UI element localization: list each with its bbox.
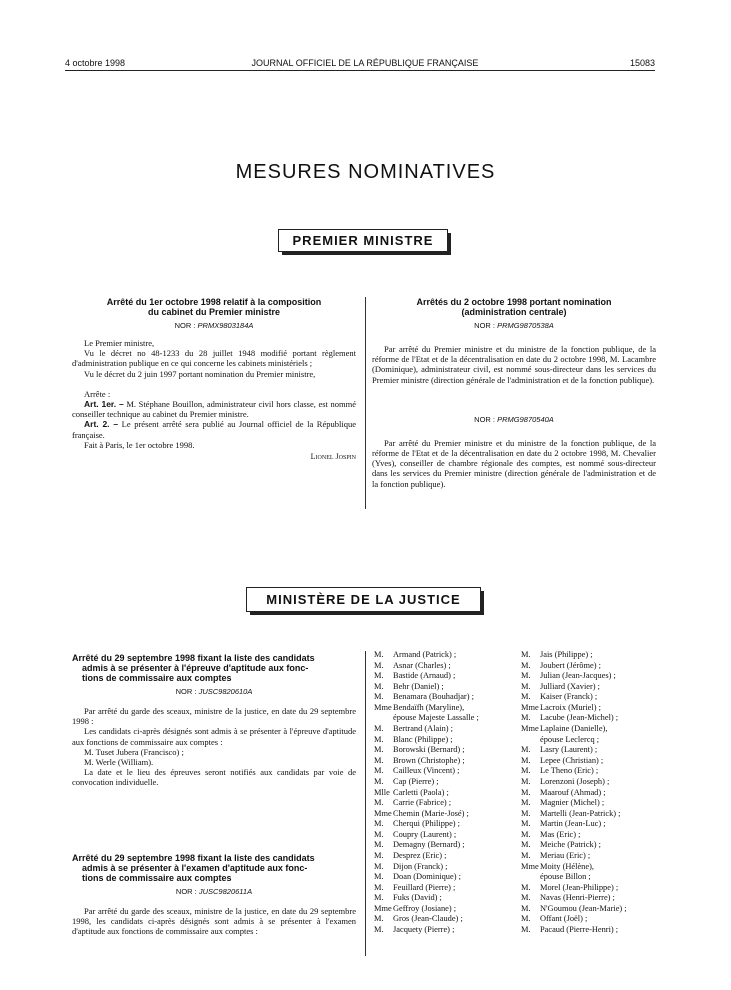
candidate-name: Cap (Pierre) ; [393, 776, 439, 786]
nor-reference [72, 687, 356, 696]
article-title-line: tions de commissaire aux comptes [82, 673, 232, 683]
page-title: MESURES NOMINATIVES [235, 161, 496, 183]
candidate-entry [521, 893, 661, 904]
candidate-name: Joubert (Jérôme) ; [540, 660, 601, 670]
candidate-name: Navas (Henri-Pierre) ; [540, 893, 615, 903]
article-examen-aptitude [72, 853, 356, 937]
candidate-name: Geffroy (Josiane) ; [393, 903, 457, 913]
civility: M. [521, 787, 531, 797]
civility: M. [374, 776, 384, 786]
section-heading-ministere-justice [246, 587, 481, 612]
article-title-line: Arrêté du 29 septembre 1998 fixant la liste des candidats [72, 853, 315, 863]
candidate-name: épouse Leclercq ; [540, 734, 600, 744]
candidate-entry [374, 925, 514, 936]
civility: M. [374, 829, 384, 839]
paragraph: Par arrêté du Premier ministre et du ministre de la fonction publique, de la réforme de l'Etat et de la décentralisation en date du 2 octobre 1998, M. Lacambre (Dominique), administrateur civil, est nommé sous-directeur dans les services du Premier ministre (direction générale de l'administration et de la fonction publique). [372, 344, 656, 385]
article-title-line: Arrêtés du 2 octobre 1998 portant nomination [416, 297, 612, 307]
civility: M. [521, 681, 531, 691]
candidate-name: Laplaine (Danielle), [540, 724, 608, 734]
candidate-name: Desprez (Eric) ; [393, 850, 447, 860]
candidate-entry [521, 703, 661, 714]
column-divider [365, 297, 366, 509]
candidate-entry [374, 830, 514, 841]
civility: Mme [521, 702, 539, 712]
candidate-entry [521, 840, 661, 851]
civility: Mme [521, 724, 539, 734]
civility: M. [374, 872, 384, 882]
candidates-list-col-b [521, 650, 661, 936]
civility: M. [374, 681, 384, 691]
paragraph: Le Premier ministre, [84, 338, 155, 348]
candidate-entry [374, 650, 514, 661]
section-heading-text: PREMIER MINISTRE [292, 233, 434, 248]
civility: Mlle [374, 787, 390, 797]
civility: M. [374, 819, 384, 829]
candidate-entry [374, 893, 514, 904]
candidate-entry [374, 766, 514, 777]
candidate-name: Kaiser (Franck) ; [540, 692, 598, 702]
candidate-entry [374, 777, 514, 788]
nor-reference [372, 321, 656, 330]
paragraph: La date et le lieu des épreuves seront notifiés aux candidats par voie de convocation individuelle. [72, 767, 356, 788]
signature: Lionel Jospin [310, 452, 356, 462]
candidate-entry [374, 809, 514, 820]
civility: M. [521, 798, 531, 808]
candidate-name: Feuillard (Pierre) ; [393, 882, 456, 892]
candidate-entry [521, 682, 661, 693]
civility: M. [374, 692, 384, 702]
candidate-name: Morel (Jean-Philippe) ; [540, 882, 619, 892]
civility: M. [374, 798, 384, 808]
civility: M. [374, 893, 384, 903]
candidate-name: Moity (Hélène), [540, 861, 594, 871]
civility: Mme [374, 808, 392, 818]
candidate-name: épouse Billon ; [540, 872, 591, 882]
article-title [372, 297, 656, 317]
candidate-entry [374, 692, 514, 703]
candidate-name: Martin (Jean-Luc) ; [540, 819, 606, 829]
fait-a-paris: Fait à Paris, le 1er octobre 1998. [84, 439, 195, 450]
candidate-entry [521, 925, 661, 936]
civility: M. [374, 914, 384, 924]
civility: M. [521, 766, 531, 776]
paragraph: Par arrêté du garde des sceaux, ministre de la justice, en date du 29 septembre 1998, les candidats ci-après désignés sont admis à se présenter à l'examen d'aptitude aux fonctions de commissaire aux comptes : [72, 906, 356, 937]
candidate-name: Lorenzoni (Joseph) ; [540, 776, 610, 786]
candidate-name: Carrie (Fabrice) ; [393, 798, 452, 808]
candidate-entry [374, 862, 514, 873]
candidate-entry [521, 862, 661, 873]
candidate-entry [521, 788, 661, 799]
article-title-line: tions de commissaire aux comptes [82, 873, 232, 883]
civility: M. [521, 819, 531, 829]
candidate-name: Cherqui (Philippe) ; [393, 819, 460, 829]
candidate-entry [521, 830, 661, 841]
nor-reference [372, 415, 656, 424]
article-title [72, 297, 356, 317]
civility: M. [374, 745, 384, 755]
candidate-name: N'Goumou (Jean-Marie) ; [540, 903, 627, 913]
civility: M. [521, 650, 531, 659]
candidate-entry [521, 692, 661, 703]
civility: Mme [374, 702, 392, 712]
candidate-name: Coupry (Laurent) ; [393, 829, 457, 839]
candidate-entry [374, 840, 514, 851]
candidate-name: Bendaïfh (Maryline), [393, 702, 465, 712]
civility: M. [521, 713, 531, 723]
civility: M. [374, 925, 384, 935]
nor-code: PRMX9803184A [197, 321, 254, 330]
civility: M. [374, 850, 384, 860]
civility: M. [521, 692, 531, 702]
candidate-entry [521, 724, 661, 735]
article-title-line: Arrêté du 29 septembre 1998 fixant la liste des candidats [72, 653, 315, 663]
candidate-entry [521, 745, 661, 756]
article-title-line: Arrêté du 1er octobre 1998 relatif à la composition [106, 297, 322, 307]
candidates-list-col-a [374, 650, 514, 936]
nor-reference [72, 887, 356, 896]
candidate-name: Gros (Jean-Claude) ; [393, 914, 463, 924]
civility: M. [374, 766, 384, 776]
civility: M. [521, 660, 531, 670]
arrete-label: Arrête : [84, 388, 111, 399]
candidate-name: Maarouf (Ahmad) ; [540, 787, 606, 797]
candidate-name: Bertrand (Alain) ; [393, 724, 453, 734]
article-number: Art. 2. – [84, 419, 119, 430]
civility: M. [521, 903, 531, 913]
paragraph: Les candidats ci-après désignés sont admis à se présenter à l'épreuve d'aptitude aux fonctions de commissaire aux comptes : [72, 726, 356, 747]
candidate-name: Mas (Eric) ; [540, 829, 581, 839]
article-cabinet-premier-ministre [72, 297, 356, 462]
article-title [72, 653, 356, 683]
candidate-name: Chemin (Marie-José) ; [393, 808, 469, 818]
candidate-name: Carletti (Paola) ; [393, 787, 449, 797]
candidate-name: Blanc (Philippe) ; [393, 734, 453, 744]
candidate-name: Offant (Joël) ; [540, 914, 588, 924]
civility: M. [521, 671, 531, 681]
candidate-name: Pacaud (Pierre-Henri) ; [540, 925, 619, 935]
candidate-name: Benamara (Bouhadjar) ; [393, 692, 474, 702]
candidate-name: Asnar (Charles) ; [393, 660, 451, 670]
candidate-name: Dijon (Franck) ; [393, 861, 448, 871]
civility: M. [521, 745, 531, 755]
candidate-name: M. Werle (William). [84, 757, 154, 768]
candidate-entry [521, 883, 661, 894]
candidate-entry [374, 745, 514, 756]
candidate-entry [521, 735, 661, 746]
civility: M. [374, 734, 384, 744]
candidate-name: Magnier (Michel) ; [540, 798, 605, 808]
candidate-name: Jacquety (Pierre) ; [393, 925, 455, 935]
candidate-entry [374, 724, 514, 735]
civility: M. [521, 850, 531, 860]
candidate-entry [521, 756, 661, 767]
article-title-line: du cabinet du Premier ministre [147, 307, 281, 317]
paragraph: Par arrêté du garde des sceaux, ministre de la justice, en date du 29 septembre 1998 : [72, 706, 356, 727]
candidate-name: Armand (Patrick) ; [393, 650, 457, 659]
nor-label: NOR : [175, 687, 197, 696]
candidate-name: Lacroix (Muriel) ; [540, 702, 601, 712]
nor-code: JUSC9820610A [198, 687, 253, 696]
candidate-name: Borowski (Bernard) ; [393, 745, 465, 755]
candidate-entry [521, 914, 661, 925]
candidate-entry [521, 798, 661, 809]
candidate-name: Behr (Daniel) ; [393, 681, 444, 691]
civility: M. [521, 808, 531, 818]
candidate-name: Meiche (Patrick) ; [540, 840, 601, 850]
candidate-name: épouse Majeste Lassalle ; [393, 713, 479, 723]
candidate-entry [521, 851, 661, 862]
civility: M. [374, 671, 384, 681]
candidate-name: M. Tuset Jubera (Francisco) ; [84, 746, 184, 757]
candidate-name: Julian (Jean-Jacques) ; [540, 671, 616, 681]
candidate-entry [374, 671, 514, 682]
candidate-name: Julliard (Xavier) ; [540, 681, 600, 691]
candidate-name: Bastide (Arnaud) ; [393, 671, 456, 681]
article-1 [72, 399, 356, 419]
nor-label: NOR : [175, 887, 197, 896]
civility: M. [521, 914, 531, 924]
candidate-entry [374, 819, 514, 830]
candidate-entry [374, 703, 514, 714]
civility: M. [374, 861, 384, 871]
candidate-entry [374, 914, 514, 925]
candidate-entry [374, 851, 514, 862]
header-rule [65, 70, 655, 71]
paragraph: Vu le décret no 48-1233 du 28 juillet 1948 modifié portant règlement d'administration publique en ce qui concerne les cabinets ministériels ; [72, 348, 356, 369]
nor-code: PRMG9870540A [497, 414, 554, 424]
article-text: M. Stéphane Bouillon, administrateur civil hors classe, est nommé conseiller technique au cabinet du Premier ministre. [72, 399, 357, 420]
candidate-name: Meriau (Eric) ; [540, 850, 591, 860]
civility: M. [521, 882, 531, 892]
candidate-name: Brown (Christophe) ; [393, 755, 465, 765]
article-text: Le présent arrêté sera publié au Journal officiel de la République française. [72, 419, 356, 440]
article-number: Art. 1er. – [84, 399, 124, 410]
candidate-name: Jais (Philippe) ; [540, 650, 593, 659]
nor-label: NOR : [474, 321, 496, 330]
candidate-entry [374, 682, 514, 693]
candidate-entry [521, 766, 661, 777]
article-title [72, 853, 356, 883]
candidate-entry [521, 671, 661, 682]
nor-code: JUSC9820611A [198, 887, 253, 896]
candidate-entry [374, 798, 514, 809]
civility: M. [374, 755, 384, 765]
article-title-line: admis à se présenter à l'épreuve d'aptitude aux fonc- [82, 663, 309, 673]
nor-reference [72, 321, 356, 330]
candidate-entry [521, 713, 661, 724]
candidate-entry [521, 819, 661, 830]
civility: M. [374, 650, 384, 659]
section-heading-text: MINISTÈRE DE LA JUSTICE [266, 592, 461, 607]
civility: M. [521, 776, 531, 786]
candidate-entry [374, 788, 514, 799]
section-heading-premier-ministre [278, 229, 448, 252]
paragraph: Vu le décret du 2 juin 1997 portant nomination du Premier ministre, [84, 368, 316, 379]
civility: M. [521, 755, 531, 765]
candidate-name: Fuks (David) ; [393, 893, 442, 903]
candidate-entry [374, 713, 514, 724]
candidate-name: Lepee (Christian) ; [540, 755, 604, 765]
candidate-name: Cailleux (Vincent) ; [393, 766, 460, 776]
article-nominations-administration-centrale [372, 297, 656, 489]
civility: Mme [374, 903, 392, 913]
candidate-entry [374, 904, 514, 915]
candidate-entry [521, 650, 661, 661]
civility: M. [521, 893, 531, 903]
candidate-name: Lasry (Laurent) ; [540, 745, 598, 755]
column-divider [365, 651, 366, 956]
article-title-line: (administration centrale) [461, 307, 567, 317]
article-epreuve-aptitude [72, 653, 356, 788]
candidate-entry [374, 735, 514, 746]
civility: M. [374, 840, 384, 850]
candidate-entry [521, 872, 661, 883]
civility: M. [374, 882, 384, 892]
civility: M. [521, 840, 531, 850]
civility: M. [374, 660, 384, 670]
candidate-name: Demagny (Bernard) ; [393, 840, 465, 850]
candidate-name: Doan (Dominique) ; [393, 872, 461, 882]
candidate-name: Martelli (Jean-Patrick) ; [540, 808, 621, 818]
candidate-entry [374, 872, 514, 883]
candidate-name: Lacube (Jean-Michel) ; [540, 713, 619, 723]
article-title-line: admis à se présenter à l'examen d'aptitude aux fonc- [82, 863, 308, 873]
article-2 [72, 419, 356, 439]
candidate-name: Le Theno (Eric) ; [540, 766, 599, 776]
civility: Mme [521, 861, 539, 871]
header-journal: JOURNAL OFFICIEL DE LA RÉPUBLIQUE FRANÇAISE [251, 58, 479, 68]
candidate-entry [374, 756, 514, 767]
candidate-entry [521, 777, 661, 788]
candidate-entry [521, 904, 661, 915]
header-date: 4 octobre 1998 [65, 58, 126, 68]
civility: M. [521, 829, 531, 839]
civility: M. [374, 724, 384, 734]
nor-code: PRMG9870538A [497, 321, 554, 330]
candidate-entry [521, 809, 661, 820]
civility: M. [521, 925, 531, 935]
nor-label: NOR : [174, 321, 196, 330]
paragraph: Par arrêté du Premier ministre et du ministre de la fonction publique, de la réforme de l'Etat et de la décentralisation en date du 2 octobre 1998, M. Chevalier (Yves), conseiller de chambre régionale des comptes, est nommé sous-directeur dans les services du Premier ministre (direction générale de l'administration et de la fonction publique). [372, 437, 656, 489]
candidate-entry [374, 883, 514, 894]
nor-label: NOR : [474, 414, 496, 424]
candidate-entry [374, 661, 514, 672]
header-page-number: 15083 [629, 58, 655, 68]
candidate-entry [521, 661, 661, 672]
